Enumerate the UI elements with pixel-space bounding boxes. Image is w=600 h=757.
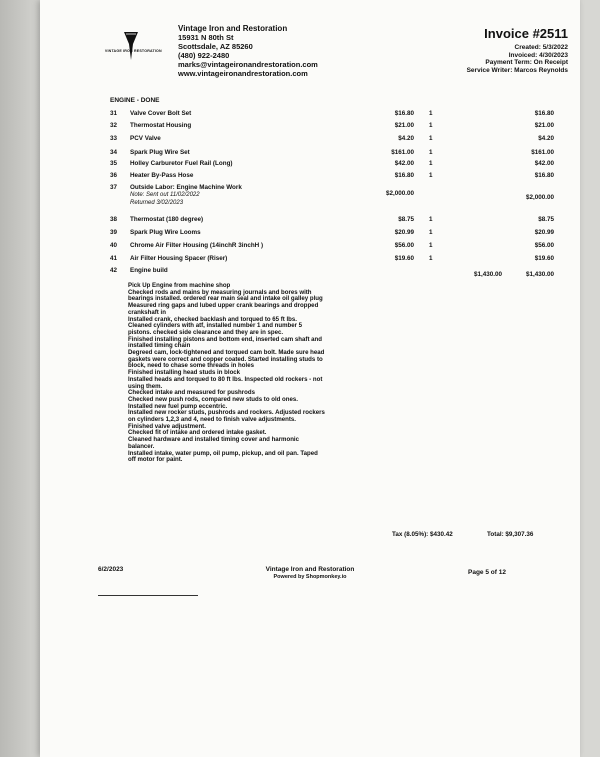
item-description: Spark Plug Wire Set bbox=[130, 149, 190, 156]
shop-website: www.vintageironandrestoration.com bbox=[178, 69, 308, 78]
note-line: block, need to chase some threads in holes bbox=[128, 362, 254, 370]
note-line: Cleaned cylinders with atf, installed number 1 and number 5 bbox=[128, 322, 303, 330]
item-number: 41 bbox=[110, 255, 118, 262]
item-qty: 1 bbox=[429, 216, 433, 223]
note-line: off motor for paint. bbox=[128, 456, 183, 464]
item-price: $20.99 bbox=[394, 229, 414, 236]
item-description: Engine build bbox=[130, 267, 168, 274]
note-line: Checked rods and mains by measuring journals and bores with bbox=[128, 288, 312, 296]
shop-address-line1: 15931 N 80th St bbox=[178, 33, 234, 42]
shop-phone: (480) 922-2480 bbox=[178, 51, 230, 60]
note-line: pistons. checked side clearance and they are in spec. bbox=[128, 328, 284, 336]
note-line: Checked fit of intake and ordered intake gasket. bbox=[128, 429, 267, 437]
line-item bbox=[104, 242, 554, 252]
item-total: $161.00 bbox=[531, 149, 554, 156]
note-line: Checked new push rods, compared new studs to old ones. bbox=[128, 395, 298, 403]
item-qty: 1 bbox=[429, 172, 433, 179]
invoice-payment-term: Payment Term: On Receipt bbox=[485, 59, 568, 67]
shop-info bbox=[178, 24, 318, 78]
item-description: PCV Valve bbox=[130, 135, 161, 142]
item-qty: 1 bbox=[429, 255, 433, 262]
item-number: 32 bbox=[110, 122, 118, 129]
scan-shadow bbox=[0, 0, 40, 757]
invoice-header bbox=[467, 26, 568, 74]
line-item bbox=[104, 184, 554, 210]
note-line: Pick Up Engine from machine shop bbox=[128, 282, 231, 289]
note-line: on cylinders 1,2,3 and 4, need to finish valve adjustments. bbox=[128, 416, 296, 424]
line-item bbox=[104, 149, 554, 159]
item-subtotal: $1,430.00 bbox=[473, 271, 502, 278]
item-total: $42.00 bbox=[534, 160, 554, 167]
item-total: $19.60 bbox=[534, 255, 554, 262]
item-total: $16.80 bbox=[534, 110, 554, 117]
item-total: $8.75 bbox=[538, 216, 554, 223]
item-price: $4.20 bbox=[398, 135, 414, 142]
signature-line bbox=[98, 595, 198, 596]
item-qty: 1 bbox=[429, 135, 433, 142]
note-line: Installed new fuel pump eccentric. bbox=[128, 402, 228, 410]
item-note: Note: Sent out 11/02/2022 bbox=[130, 192, 200, 198]
note-line: Installed heads and torqued to 80 ft lbs. Inspected old rockers - not bbox=[128, 375, 323, 383]
page-number: Page 5 of 12 bbox=[468, 569, 506, 576]
item-price: $2,000.00 bbox=[385, 190, 414, 197]
item-number: 31 bbox=[110, 110, 118, 117]
logo-wordmark: VINTAGE IRON RESTORATION bbox=[104, 48, 162, 53]
item-total: $1,430.00 bbox=[525, 271, 554, 278]
line-item bbox=[104, 229, 554, 239]
item-price: $16.80 bbox=[394, 172, 414, 179]
item-description: Thermostat Housing bbox=[130, 122, 192, 129]
note-line: Finished installing head studs in block bbox=[128, 369, 241, 377]
item-number: 38 bbox=[110, 216, 118, 223]
item-number: 37 bbox=[110, 184, 118, 191]
item-price: $16.80 bbox=[394, 110, 414, 117]
footer-date: 6/2/2023 bbox=[98, 566, 124, 573]
note-line: using them. bbox=[128, 382, 163, 390]
note-line: crankshaft in bbox=[128, 308, 166, 316]
note-line: Installed new rocker studs, pushrods and rockers. Adjusted rockers bbox=[128, 409, 325, 417]
invoice-title: Invoice #2511 bbox=[484, 26, 568, 41]
item-description: Chrome Air Filter Housing (14inchR 3inchH ) bbox=[130, 242, 264, 249]
item-price: $19.60 bbox=[394, 255, 414, 262]
item-number: 35 bbox=[110, 160, 118, 167]
line-item bbox=[104, 255, 554, 265]
note-line: Cleaned hardware and installed timing cover and harmonic bbox=[128, 436, 300, 444]
item-description: Holley Carburetor Fuel Rail (Long) bbox=[130, 160, 233, 167]
item-total: $16.80 bbox=[534, 172, 554, 179]
item-description: Spark Plug Wire Looms bbox=[130, 229, 201, 236]
shop-email: marks@vintageironandrestoration.com bbox=[178, 60, 318, 69]
note-line: Finished installing pistons and bottom end, inserted cam shaft and bbox=[128, 335, 323, 343]
item-description: Outside Labor: Engine Machine Work bbox=[130, 184, 242, 191]
note-line: bearings installed. ordered rear main seal and intake oil galley plug bbox=[128, 295, 323, 303]
note-line: installed timing chain bbox=[128, 342, 191, 350]
item-total: $20.99 bbox=[534, 229, 554, 236]
line-item bbox=[104, 160, 554, 170]
item-qty: 1 bbox=[429, 242, 433, 249]
item-total: $56.00 bbox=[534, 242, 554, 249]
item-price: $21.00 bbox=[394, 122, 414, 129]
item-qty: 1 bbox=[429, 110, 433, 117]
work-notes bbox=[128, 283, 390, 464]
item-description: Heater By-Pass Hose bbox=[130, 172, 194, 179]
item-qty: 1 bbox=[429, 229, 433, 236]
item-description: Thermostat (180 degree) bbox=[130, 216, 204, 223]
item-price: $8.75 bbox=[398, 216, 414, 223]
note-line: Installed crank, checked backlash and torqued to 65 ft lbs. bbox=[128, 315, 297, 323]
line-item bbox=[104, 122, 554, 132]
logo-emblem-icon bbox=[102, 30, 160, 64]
line-item-engine-build bbox=[104, 267, 554, 277]
line-item bbox=[104, 216, 554, 226]
line-item bbox=[104, 172, 554, 182]
item-qty: 1 bbox=[429, 122, 433, 129]
note-line: Measured ring gaps and lubed upper crank bearings and dropped bbox=[128, 302, 319, 310]
item-price: $42.00 bbox=[394, 160, 414, 167]
tax-amount: Tax (8.05%): $430.42 bbox=[392, 531, 453, 538]
item-number: 42 bbox=[110, 267, 118, 274]
item-price: $56.00 bbox=[394, 242, 414, 249]
footer-powered-by: Powered by Shopmonkey.io bbox=[273, 573, 347, 580]
item-qty: 1 bbox=[429, 149, 433, 156]
item-description: Air Filter Housing Spacer (Riser) bbox=[130, 255, 228, 262]
line-item bbox=[104, 110, 554, 120]
item-total: $4.20 bbox=[538, 135, 554, 142]
item-description: Valve Cover Bolt Set bbox=[130, 110, 192, 117]
item-total: $21.00 bbox=[534, 122, 554, 129]
note-line: Checked intake and measured for pushrods bbox=[128, 389, 255, 397]
item-number: 36 bbox=[110, 172, 118, 179]
footer-shop bbox=[250, 566, 370, 581]
invoice-service-writer: Service Writer: Marcos Reynolds bbox=[466, 66, 568, 74]
note-line: Finished valve adjustment. bbox=[128, 422, 206, 430]
shop-logo bbox=[102, 30, 160, 64]
section-title: ENGINE - DONE bbox=[110, 97, 160, 104]
item-number: 39 bbox=[110, 229, 118, 236]
item-number: 34 bbox=[110, 149, 118, 156]
note-line: gaskets were correct and copper coated. Started installing studs to bbox=[128, 355, 323, 363]
item-total: $2,000.00 bbox=[525, 194, 554, 201]
note-line: balancer. bbox=[128, 442, 155, 450]
shop-address-line2: Scottsdale, AZ 85260 bbox=[178, 42, 253, 51]
invoice-invoiced: Invoiced: 4/30/2023 bbox=[508, 51, 568, 59]
item-price: $161.00 bbox=[391, 149, 414, 156]
item-number: 40 bbox=[110, 242, 118, 249]
item-note-returned: Returned 3/02/2023 bbox=[130, 200, 184, 206]
shop-name: Vintage Iron and Restoration bbox=[178, 24, 288, 33]
item-number: 33 bbox=[110, 135, 118, 142]
footer-shop-name: Vintage Iron and Restoration bbox=[265, 566, 355, 573]
item-qty: 1 bbox=[429, 160, 433, 167]
line-item bbox=[104, 135, 554, 145]
note-line: Installed intake, water pump, oil pump, pickup, and oil pan. Taped bbox=[128, 449, 318, 457]
invoice-page bbox=[40, 0, 580, 757]
note-line: Degreed cam, lock-tightened and torqued cam bolt. Made sure head bbox=[128, 349, 325, 357]
invoice-total: Total: $9,307.36 bbox=[487, 531, 534, 538]
invoice-created: Created: 5/3/2022 bbox=[514, 44, 568, 51]
